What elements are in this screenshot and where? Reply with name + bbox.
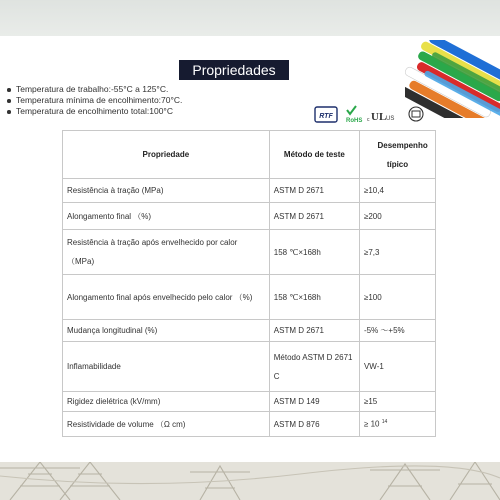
- cell-value: ≥200: [359, 203, 435, 230]
- table-row: [63, 275, 436, 320]
- cell-method: ASTM D 876: [269, 412, 359, 437]
- table-row: [63, 203, 436, 230]
- svg-text:UL: UL: [371, 111, 387, 123]
- svg-text:US: US: [386, 116, 395, 122]
- cell-property: Alongamento final （%): [63, 203, 270, 230]
- top-background-band: [0, 0, 500, 36]
- header-performance: Desempenho típico: [359, 131, 435, 179]
- cell-value: ≥100: [359, 275, 435, 320]
- cell-property: Resistência à tração (MPa): [63, 179, 270, 203]
- ul-c-mark: c: [367, 117, 370, 123]
- cell-property: Mudança longitudinal (%): [63, 320, 270, 342]
- table-row: [63, 320, 436, 342]
- bullet-full-shrink-temperature: Temperatura de encolhimento total:100°C: [6, 106, 182, 117]
- cell-value: VW-1: [359, 342, 435, 392]
- cell-value: -5% ～+5%: [359, 320, 435, 342]
- bottom-background-band: [0, 462, 500, 500]
- cell-method: ASTM D 2671: [269, 320, 359, 342]
- ce-logo: [409, 107, 423, 121]
- section-title: Propriedades: [179, 60, 289, 80]
- temperature-list: [6, 84, 182, 117]
- value-base: ≥ 10: [363, 419, 380, 429]
- rtf-logo: [315, 107, 337, 122]
- cell-value: [359, 412, 435, 437]
- table-row: [63, 412, 436, 437]
- table-row: [63, 392, 436, 412]
- bullet-working-temperature: Temperatura de trabalho:-55°C a 125°C.: [6, 84, 182, 95]
- cell-value: ≥10,4: [359, 179, 435, 203]
- cell-property: Inflamabilidade: [63, 342, 270, 392]
- certification-logos: [313, 104, 431, 126]
- cell-property: Resistência à tração após envelhecido por calor （MPa): [63, 230, 270, 275]
- power-tower-illustration: [0, 462, 500, 500]
- properties-table: [62, 130, 436, 437]
- rohs-logo: [346, 106, 362, 124]
- table-row: [63, 179, 436, 203]
- svg-text:RoHS: RoHS: [346, 118, 363, 124]
- cell-method: ASTM D 149: [269, 392, 359, 412]
- cell-property: Alongamento final após envelhecido pelo calor （%): [63, 275, 270, 320]
- cell-value: ≥15: [359, 392, 435, 412]
- cell-method: Método ASTM D 2671 C: [269, 342, 359, 392]
- bullet-min-shrink-temperature: Temperatura mínima de encolhimento:70°C.: [6, 95, 182, 106]
- cell-method: ASTM D 2671: [269, 203, 359, 230]
- cell-method: ASTM D 2671: [269, 179, 359, 203]
- cell-property: Resistividade de volume （Ω cm): [63, 412, 270, 437]
- table-row: [63, 230, 436, 275]
- header-property: Propriedade: [63, 131, 270, 179]
- ul-logo: [371, 111, 394, 123]
- cell-value: ≥7,3: [359, 230, 435, 275]
- cell-property: Rigidez dielétrica (kV/mm): [63, 392, 270, 412]
- cell-method: 158 ℃×168h: [269, 275, 359, 320]
- table-header-row: [63, 131, 436, 179]
- cell-method: 158 ℃×168h: [269, 230, 359, 275]
- svg-text:RTF: RTF: [319, 113, 333, 120]
- header-method: Método de teste: [269, 131, 359, 179]
- table-row: [63, 342, 436, 392]
- value-exponent: 14: [381, 419, 388, 426]
